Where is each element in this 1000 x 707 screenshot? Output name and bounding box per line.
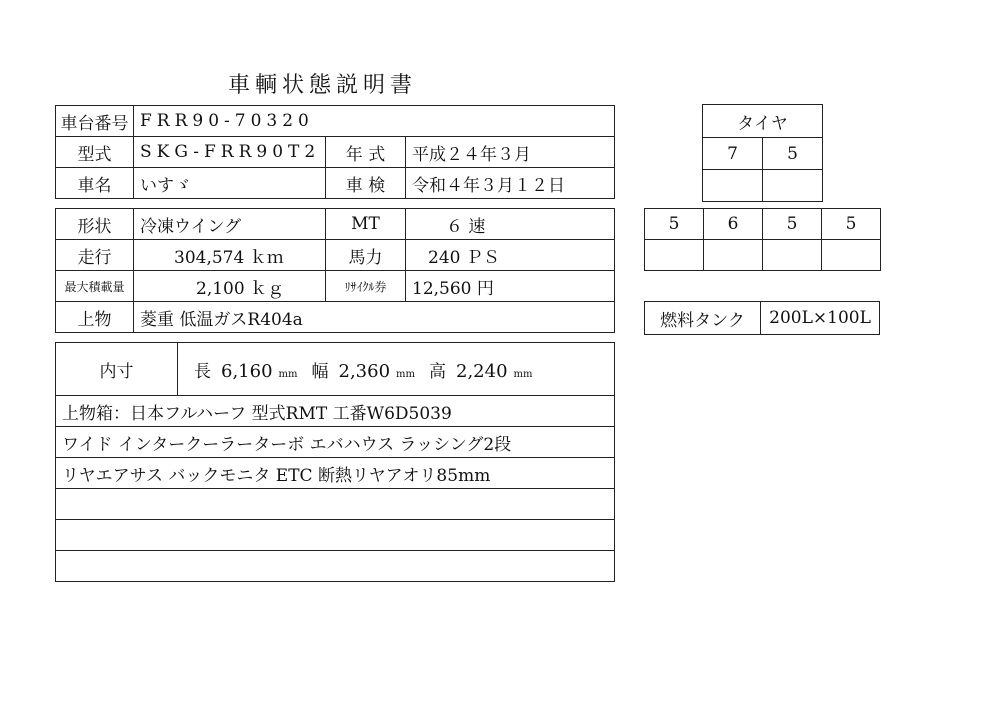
table-row bbox=[703, 170, 823, 202]
recycle-label: ﾘｻｲｸﾙ券 bbox=[326, 271, 406, 302]
name-label: 車名 bbox=[56, 168, 134, 199]
height-value: 2,240 bbox=[456, 360, 508, 382]
table-row bbox=[56, 209, 615, 240]
width-label: 幅 bbox=[311, 361, 329, 382]
front-tire-empty bbox=[763, 170, 823, 202]
front-tire-right: 5 bbox=[763, 138, 823, 170]
recycle-value: 12,560 円 bbox=[406, 271, 615, 302]
table-row bbox=[703, 138, 823, 170]
power-label: 馬力 bbox=[326, 240, 406, 271]
rear-tire-empty bbox=[704, 240, 763, 271]
width-unit: mm bbox=[396, 368, 415, 380]
note-line-6 bbox=[56, 551, 615, 582]
note-line-2: ワイド インタークーラーターボ エバハウス ラッシング2段 bbox=[56, 427, 615, 458]
table-row bbox=[645, 302, 880, 335]
mt-value: ６ 速 bbox=[406, 209, 615, 240]
front-tire-table bbox=[702, 104, 823, 202]
note-line-5 bbox=[56, 520, 615, 551]
table-row bbox=[56, 343, 615, 396]
mileage-value: 304,574 ｋｍ bbox=[134, 240, 326, 271]
table-row bbox=[56, 551, 615, 582]
inspection-label: 車 検 bbox=[326, 168, 406, 199]
rear-tire-empty bbox=[645, 240, 704, 271]
specs-table bbox=[55, 208, 615, 333]
table-row bbox=[56, 240, 615, 271]
power-value: 240 ＰＳ bbox=[406, 240, 615, 271]
fuel-tank-label: 燃料タンク bbox=[645, 302, 761, 335]
length-label: 長 bbox=[194, 361, 211, 382]
table-row bbox=[56, 302, 615, 333]
body-value: 菱重 低温ガスR404a bbox=[134, 302, 615, 333]
table-row bbox=[56, 396, 615, 427]
width-value: 2,360 bbox=[338, 360, 391, 382]
chassis-value: FRR90-70320 bbox=[134, 106, 615, 137]
table-row bbox=[56, 520, 615, 551]
inner-size-label: 内寸 bbox=[56, 343, 178, 396]
front-tire-empty bbox=[703, 170, 763, 202]
shape-label: 形状 bbox=[56, 209, 134, 240]
inspection-value: 令和４年３月１２日 bbox=[406, 168, 615, 199]
table-row bbox=[56, 168, 615, 199]
table-row bbox=[56, 106, 615, 137]
chassis-label: 車台番号 bbox=[56, 106, 134, 137]
length-value: 6,160 bbox=[221, 360, 273, 382]
note-line-1: 上物箱：日本フルハーフ 型式RMT 工番W6D5039 bbox=[56, 396, 615, 427]
shape-value: 冷凍ウイング bbox=[134, 209, 326, 240]
rear-tire-empty bbox=[763, 240, 822, 271]
table-row bbox=[703, 105, 823, 138]
table-row bbox=[56, 137, 615, 168]
note-line-3: リヤエアサス バックモニタ ETC 断熱リヤアオリ85mm bbox=[56, 458, 615, 489]
inner-size-values bbox=[178, 343, 615, 396]
table-row bbox=[56, 489, 615, 520]
note-line-4 bbox=[56, 489, 615, 520]
height-unit: mm bbox=[513, 368, 533, 380]
table-row bbox=[56, 458, 615, 489]
table-row bbox=[56, 427, 615, 458]
height-label: 高 bbox=[429, 361, 446, 382]
load-value: 2,100 ｋｇ bbox=[134, 271, 326, 302]
length-unit: mm bbox=[278, 368, 298, 380]
rear-tire-4: 5 bbox=[822, 209, 881, 240]
tire-label: タイヤ bbox=[703, 105, 823, 138]
page-title: 車輌状態説明書 bbox=[228, 73, 418, 98]
rear-tire-table bbox=[644, 208, 881, 271]
rear-tire-2: 6 bbox=[704, 209, 763, 240]
year-value: 平成２４年３月 bbox=[406, 137, 615, 168]
table-row bbox=[645, 240, 881, 271]
front-tire-left: 7 bbox=[703, 138, 763, 170]
rear-tire-3: 5 bbox=[763, 209, 822, 240]
rear-tire-1: 5 bbox=[645, 209, 704, 240]
fuel-tank-table bbox=[644, 301, 880, 335]
body-label: 上物 bbox=[56, 302, 134, 333]
table-row bbox=[645, 209, 881, 240]
rear-tire-empty bbox=[822, 240, 881, 271]
load-label: 最大積載量 bbox=[56, 271, 134, 302]
table-row bbox=[56, 271, 615, 302]
model-label: 型式 bbox=[56, 137, 134, 168]
mileage-label: 走行 bbox=[56, 240, 134, 271]
dimensions-table bbox=[55, 342, 615, 582]
basic-info-table bbox=[55, 105, 615, 199]
year-label: 年 式 bbox=[326, 137, 406, 168]
name-value: いすゞ bbox=[134, 168, 326, 199]
model-value: SKG-FRR90T2 bbox=[134, 137, 326, 168]
mt-label: MT bbox=[326, 209, 406, 240]
fuel-tank-value: 200L×100L bbox=[761, 302, 880, 335]
